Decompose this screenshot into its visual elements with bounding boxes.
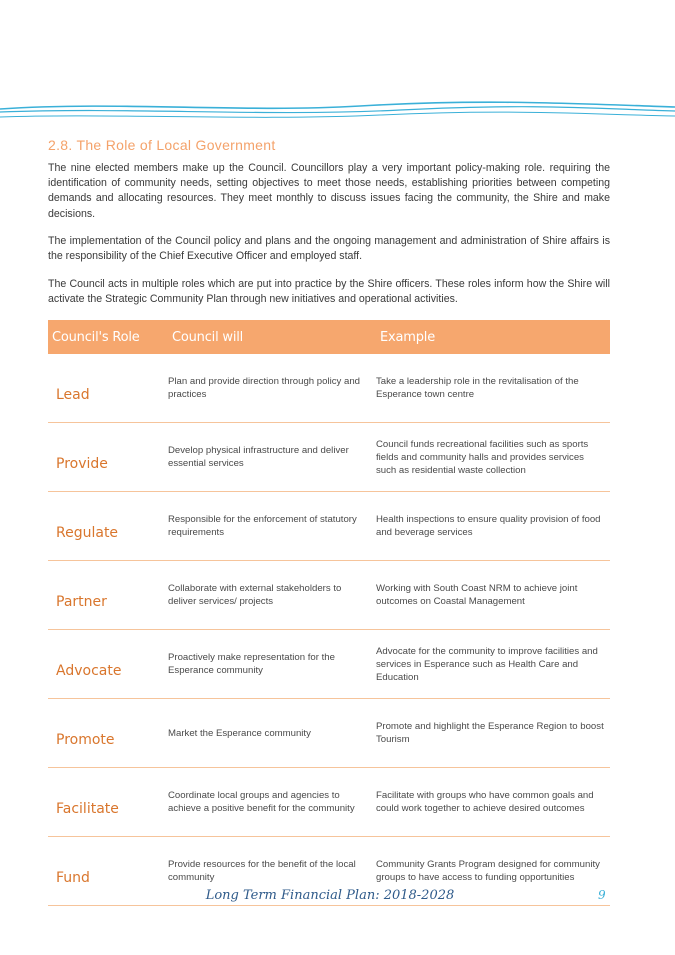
example-cell: Health inspections to ensure quality provision of food and beverage services [376, 492, 610, 561]
example-cell: Advocate for the community to improve facilities and services in Esperance such as Health Care and Education [376, 630, 610, 699]
council-will-cell: Proactively make representation for the Esperance community [168, 630, 376, 699]
example-cell: Take a leadership role in the revitalisation of the Esperance town centre [376, 354, 610, 423]
council-will-cell: Market the Esperance community [168, 699, 376, 768]
council-will-cell: Collaborate with external stakeholders to deliver services/ projects [168, 561, 376, 630]
table-row [48, 561, 610, 630]
role-cell: Partner [48, 561, 168, 630]
section-heading: 2.8. The Role of Local Government [48, 137, 276, 153]
paragraph-implementation: The implementation of the Council policy and plans and the ongoing management and administration of Shire affairs is the responsibility of the Chief Executive Officer and employed staff. [48, 235, 610, 263]
role-cell: Lead [48, 354, 168, 423]
table-row [48, 423, 610, 492]
council-roles-table [48, 320, 610, 906]
example-cell: Council funds recreational facilities such as sports fields and community halls and provides services such as residential waste collection [376, 423, 610, 492]
header-council-will: Council will [168, 320, 376, 354]
council-will-cell: Plan and provide direction through policy and practices [168, 354, 376, 423]
paragraph-council-roles: The Council acts in multiple roles which are put into practice by the Shire officers. These roles inform how the Shire will activate the Strategic Community Plan through new initiatives and operational activities. [48, 278, 610, 306]
table-row [48, 768, 610, 837]
role-cell: Regulate [48, 492, 168, 561]
council-will-cell: Responsible for the enforcement of statutory requirements [168, 492, 376, 561]
decorative-wave-lines [0, 95, 675, 127]
role-cell: Provide [48, 423, 168, 492]
role-cell: Facilitate [48, 768, 168, 837]
role-cell: Fund [48, 837, 168, 906]
role-cell: Advocate [48, 630, 168, 699]
table-row [48, 492, 610, 561]
footer-document-title: Long Term Financial Plan: 2018-2028 [205, 888, 455, 903]
council-will-cell: Provide resources for the benefit of the local community [168, 837, 376, 906]
table-row [48, 699, 610, 768]
table-row [48, 354, 610, 423]
header-councils-role: Council's Role [48, 320, 168, 354]
council-will-cell: Develop physical infrastructure and deliver essential services [168, 423, 376, 492]
example-cell: Working with South Coast NRM to achieve joint outcomes on Coastal Management [376, 561, 610, 630]
council-will-cell: Coordinate local groups and agencies to achieve a positive benefit for the community [168, 768, 376, 837]
page-number: 9 [598, 888, 606, 902]
role-cell: Promote [48, 699, 168, 768]
example-cell: Community Grants Program designed for community groups to have access to funding opportunities [376, 837, 610, 906]
table-header-row [48, 320, 610, 354]
paragraph-council-members: The nine elected members make up the Council. Councillors play a very important policy-making role. requiring the identification of community needs, setting objectives to meet those needs, establishing priorities between competing demands and allocating resources. They meet monthly to discuss issues facing the community, the Shire and make decisions. [48, 162, 610, 220]
example-cell: Facilitate with groups who have common goals and could work together to achieve desired outcomes [376, 768, 610, 837]
header-example: Example [376, 320, 610, 354]
example-cell: Promote and highlight the Esperance Region to boost Tourism [376, 699, 610, 768]
table-row [48, 630, 610, 699]
